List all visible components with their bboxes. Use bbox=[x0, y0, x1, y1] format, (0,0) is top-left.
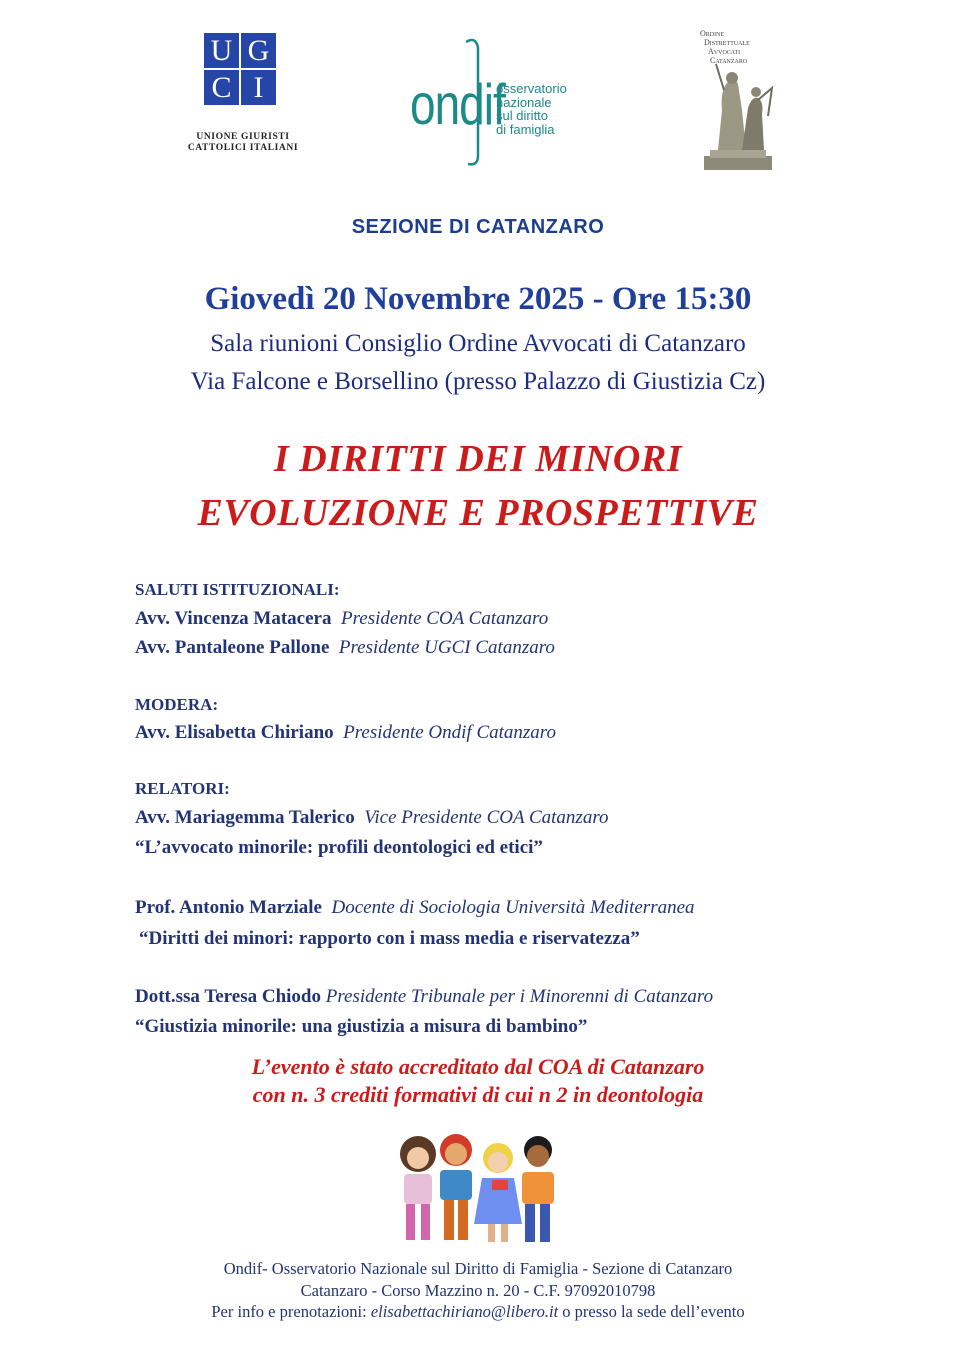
ugci-logo bbox=[204, 33, 276, 105]
footer-contact-prefix: Per info e prenotazioni: bbox=[211, 1302, 371, 1321]
ugci-letter-i: I bbox=[253, 71, 264, 104]
accreditation-line2: con n. 3 crediti formativi di cui n 2 in deontologia bbox=[252, 1082, 704, 1107]
speaker-name: Prof. Antonio Marziale bbox=[135, 897, 322, 918]
saluti-label: SALUTI ISTITUZIONALI: bbox=[135, 580, 340, 599]
speaker-name: Avv. Pantaleone Pallone bbox=[135, 637, 330, 658]
contact-email-link[interactable]: elisabettachiriano@libero.it bbox=[370, 1302, 559, 1321]
accreditation-line1: L’evento è stato accreditato dal COA di Catanzaro bbox=[251, 1054, 705, 1079]
speaker-role: Presidente COA Catanzaro bbox=[340, 608, 549, 629]
moderator-row bbox=[135, 722, 556, 744]
footer-contact-suffix: o presso la sede dell’evento bbox=[558, 1302, 745, 1321]
ordine-line2: Distrettuale bbox=[704, 38, 750, 47]
talk-title: “L’avvocato minorile: profili deontologici ed etici” bbox=[135, 837, 543, 858]
moderator-role: Presidente Ondif Catanzaro bbox=[343, 722, 556, 743]
relatori-label: RELATORI: bbox=[135, 779, 230, 798]
title-line2: EVOLUZIONE E PROSPETTIVE bbox=[197, 492, 759, 534]
speaker-row bbox=[135, 986, 713, 1008]
speaker-row bbox=[135, 637, 555, 659]
ugci-letter-u: U bbox=[210, 34, 233, 67]
ordine-line3: Avvocati bbox=[708, 47, 741, 56]
ugci-letter-g: G bbox=[247, 34, 270, 67]
talk-title: “Diritti dei minori: rapporto con i mass media e riservatezza” bbox=[139, 928, 640, 949]
ordine-line1: Ordine bbox=[700, 29, 725, 38]
speaker-name: Avv. Vincenza Matacera bbox=[135, 608, 332, 629]
event-venue: Sala riunioni Consiglio Ordine Avvocati di Catanzaro bbox=[210, 330, 746, 357]
ordine-line4: Catanzaro bbox=[710, 56, 748, 65]
ondif-line1: osservatorio bbox=[496, 81, 567, 96]
speaker-row bbox=[135, 807, 609, 829]
footer-address: Catanzaro - Corso Mazzino n. 20 - C.F. 97092010798 bbox=[300, 1281, 656, 1300]
moderator-name: Avv. Elisabetta Chiriano bbox=[135, 722, 334, 743]
ugci-letter-c: C bbox=[211, 71, 232, 104]
statue-icon bbox=[698, 60, 778, 172]
ondif-wordmark: ondif bbox=[410, 71, 505, 137]
ondif-tagline bbox=[496, 82, 567, 136]
speaker-role: Docente di Sociologia Università Mediterranea bbox=[331, 897, 695, 918]
section-heading: SEZIONE DI CATANZARO bbox=[351, 216, 605, 238]
children-illustration-icon bbox=[388, 1128, 568, 1248]
ondif-line4: di famiglia bbox=[496, 121, 555, 137]
speaker-name: Avv. Mariagemma Talerico bbox=[135, 807, 355, 828]
footer-contact bbox=[0, 1302, 956, 1322]
ondif-line2: nazionale bbox=[496, 94, 552, 110]
speaker-name: Dott.ssa Teresa Chiodo bbox=[135, 986, 321, 1007]
talk-title: “Giustizia minorile: una giustizia a misura di bambino” bbox=[135, 1016, 588, 1037]
ugci-caption-line1: UNIONE GIURISTI bbox=[196, 132, 290, 142]
footer-org: Ondif- Osservatorio Nazionale sul Diritto di Famiglia - Sezione di Catanzaro bbox=[223, 1259, 733, 1278]
speaker-role: Presidente UGCI Catanzaro bbox=[338, 637, 555, 658]
ondif-line3: sul diritto bbox=[496, 108, 549, 123]
speaker-role: Presidente Tribunale per i Minorenni di Catanzaro bbox=[325, 986, 714, 1007]
ugci-caption-line2: CATTOLICI ITALIANI bbox=[187, 143, 299, 153]
title-line1: I DIRITTI DEI MINORI bbox=[273, 438, 683, 480]
ugci-caption bbox=[180, 132, 306, 154]
event-date: Giovedì 20 Novembre 2025 - Ore 15:30 bbox=[204, 281, 752, 317]
speaker-row bbox=[135, 897, 695, 919]
speaker-role: Vice Presidente COA Catanzaro bbox=[364, 807, 609, 828]
event-address: Via Falcone e Borsellino (presso Palazzo di Giustizia Cz) bbox=[190, 368, 766, 395]
modera-label: MODERA: bbox=[135, 695, 219, 714]
speaker-row bbox=[135, 608, 548, 630]
